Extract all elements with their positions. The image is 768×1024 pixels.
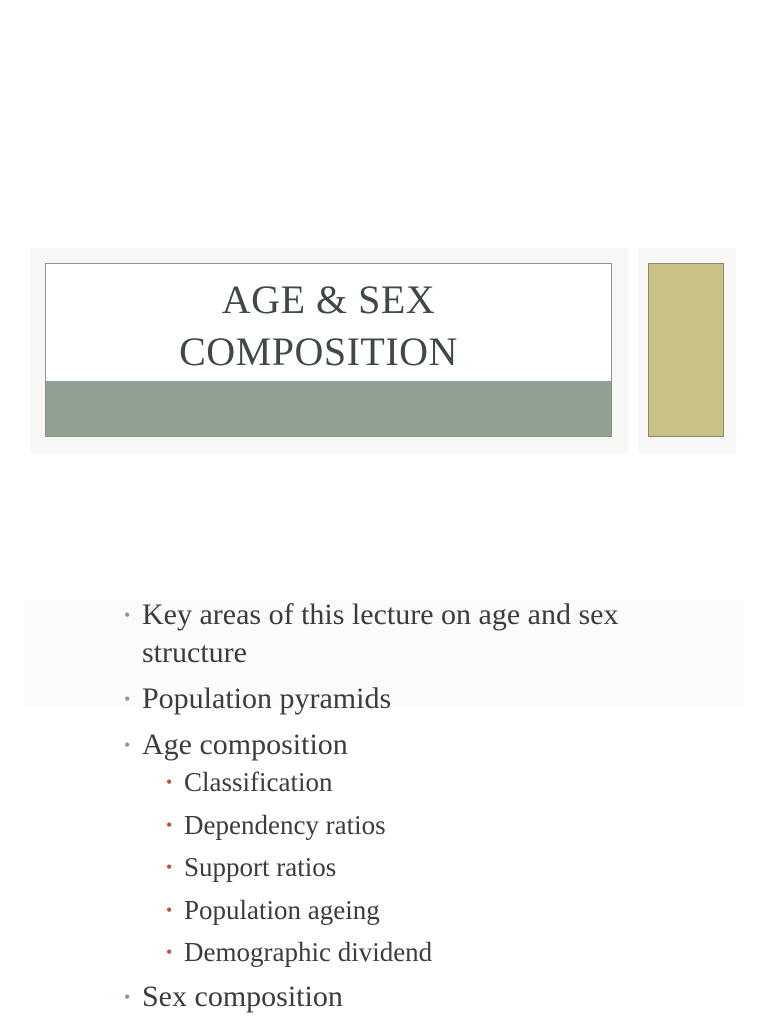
slide-title-line-2: COMPOSITION [179,329,458,374]
bullet-item-pyramids [124,680,724,718]
slide-title-line-1: AGE & SEX [221,277,436,322]
age-composition-sublist [142,764,724,970]
bullet-text: Age composition [142,728,348,761]
bullet-text: Population pyramids [142,682,392,715]
sub-bullet-marker: • [166,772,173,792]
bullet-marker: • [124,735,131,755]
bullet-text: Key areas of this lecture on age and sex structure [142,598,619,669]
sub-bullet-item [142,892,724,928]
sub-bullet-item [142,764,724,800]
sub-bullet-marker: • [166,899,173,920]
bullet-item-age-composition [124,726,724,970]
title-band [46,381,611,436]
sub-bullet-marker: • [166,857,173,877]
bullet-marker: • [124,987,131,1007]
sub-bullet-text: Dependency ratios [184,809,386,840]
sub-bullet-marker: • [166,942,173,962]
accent-box [648,263,724,437]
sub-bullet-item [142,934,724,970]
bullet-marker: • [124,689,131,709]
sub-bullet-text: Support ratios [184,852,337,882]
lecture-outline-list [124,596,724,1024]
sub-bullet-text: Population ageing [184,894,380,925]
bullet-text: Sex composition [142,980,343,1013]
bullet-item-key-areas [124,596,724,672]
sub-bullet-text: Classification [184,767,333,797]
sub-bullet-text: Demographic dividend [184,937,433,967]
bullet-item-sex-composition [124,978,724,1016]
sub-bullet-item [142,849,724,885]
sub-bullet-marker: • [166,814,173,835]
title-box [45,263,612,437]
bullet-marker: • [124,605,131,625]
sub-bullet-item [142,807,724,843]
slide-title [46,274,611,378]
